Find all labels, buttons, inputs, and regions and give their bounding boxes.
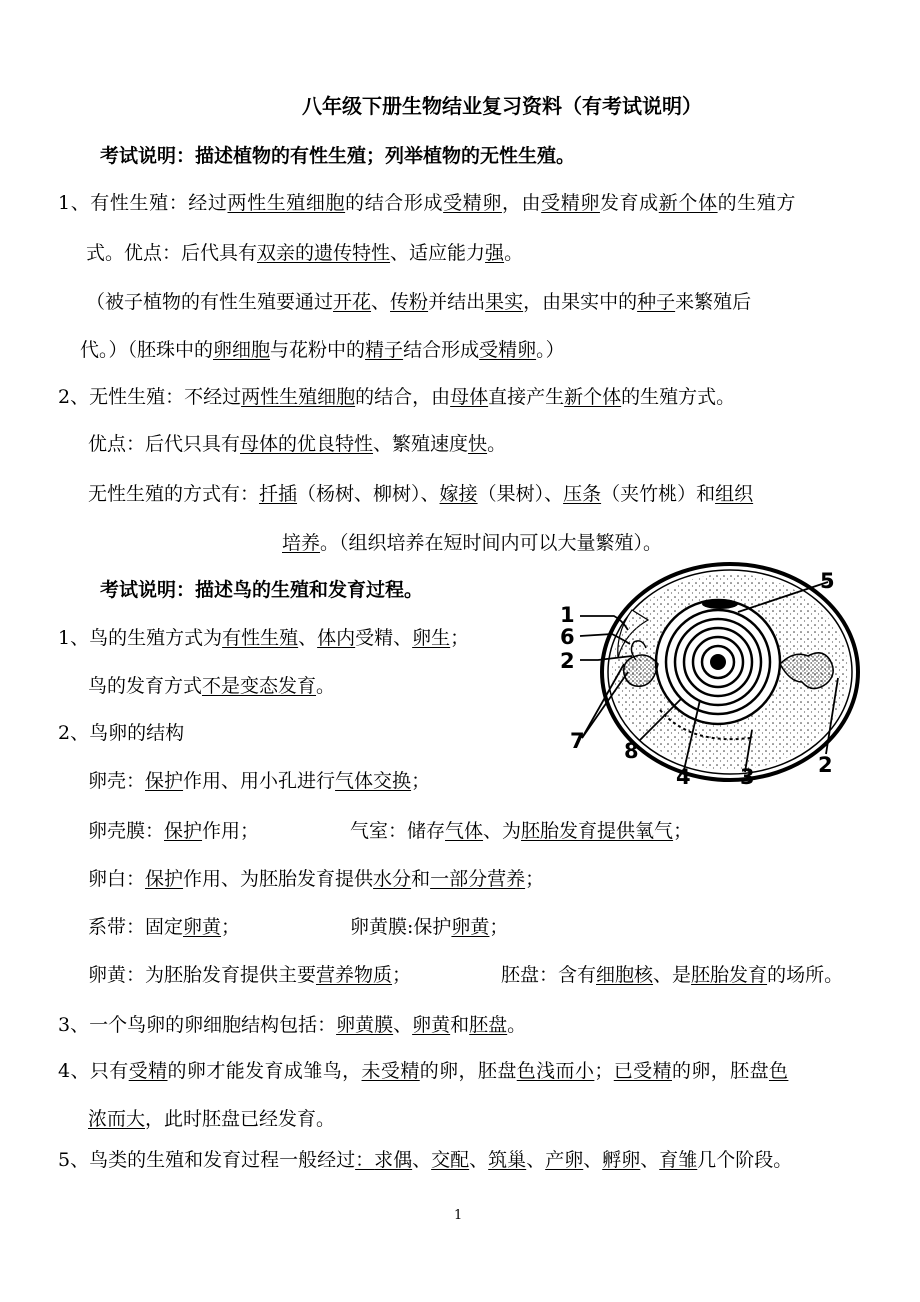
text-segment: （杨树、柳树）、 xyxy=(297,483,440,505)
text-segment: 1、有性生殖：经过 xyxy=(58,192,228,214)
text-segment: 的结合，由 xyxy=(355,386,451,408)
text-segment: 。 xyxy=(504,242,524,264)
underlined-term: 色浅而小 xyxy=(516,1060,595,1082)
fertilization-line-2 xyxy=(88,1106,335,1132)
text-segment: 与花粉中的 xyxy=(270,339,366,361)
bird-reproduction-line xyxy=(58,625,469,651)
text-segment: 的生殖方 xyxy=(717,192,796,214)
underlined-term: 扦插 xyxy=(259,483,298,505)
underlined-term: 交配 xyxy=(431,1149,470,1171)
text-segment: （果树）、 xyxy=(477,483,564,505)
page-title: 八年级下册生物结业复习资料（有考试说明） xyxy=(302,94,702,118)
chalaza-line xyxy=(88,914,240,940)
text-segment: 式。优点：后代具有 xyxy=(86,242,258,264)
page-number: 1 xyxy=(454,1208,463,1223)
text-segment: 1、鸟的生殖方式为 xyxy=(58,627,223,649)
text-segment: 优点：后代只具有 xyxy=(88,433,241,455)
text-segment: ； xyxy=(392,964,412,986)
underlined-term: 压条 xyxy=(563,483,602,505)
text-segment: 的卵，胚盘 xyxy=(419,1060,517,1082)
egg-structure-heading xyxy=(58,720,184,746)
text-segment: 、适应能力 xyxy=(390,242,486,264)
underlined-term: 快 xyxy=(468,433,488,455)
text-segment: ； xyxy=(221,916,241,938)
text-segment: ； xyxy=(594,1060,614,1082)
text-segment: 无性生殖的方式有： xyxy=(88,483,260,505)
eggshell-line xyxy=(88,768,430,794)
text-segment: 。） xyxy=(536,339,565,361)
underlined-term: 受精卵 xyxy=(443,192,502,214)
asexual-methods-line-1 xyxy=(88,481,753,507)
fertilization-line-1 xyxy=(58,1058,788,1084)
text-segment: 卵黄膜:保护 xyxy=(350,916,452,938)
text-segment: 、 xyxy=(583,1149,603,1171)
label-2-left: 2 xyxy=(560,649,575,673)
underlined-term: 产卵 xyxy=(545,1149,584,1171)
text-segment: 、 xyxy=(393,1014,413,1036)
asexual-advantage-line xyxy=(88,431,506,457)
yolk-membrane-line xyxy=(350,914,508,940)
underlined-term: 组织 xyxy=(715,483,754,505)
underlined-term: 嫁接 xyxy=(439,483,478,505)
text-segment: 。 xyxy=(507,1014,527,1036)
text-segment: 和 xyxy=(411,868,431,890)
text-segment: 气室：储存 xyxy=(350,820,446,842)
text-segment: 作用、为胚胎发育提供 xyxy=(183,868,374,890)
angiosperm-note-line-2 xyxy=(80,337,565,363)
shell-membrane-line xyxy=(88,818,259,844)
underlined-term: 气体 xyxy=(445,820,484,842)
underlined-term: 培养 xyxy=(282,532,321,554)
label-3: 3 xyxy=(740,765,755,789)
label-2-right: 2 xyxy=(818,753,833,777)
text-segment: 代。）（胚珠中的 xyxy=(80,339,214,361)
text-segment: 、 xyxy=(526,1149,546,1171)
text-segment: 的卵才能发育成雏鸟， xyxy=(167,1060,362,1082)
text-segment: 并结出 xyxy=(428,291,486,313)
underlined-term: 卵黄 xyxy=(412,1014,451,1036)
underlined-term: 母体的优良特性 xyxy=(240,433,374,455)
underlined-term: 细胞核 xyxy=(596,964,654,986)
text-segment: ； xyxy=(411,770,431,792)
underlined-term: 传粉 xyxy=(390,291,429,313)
text-segment: 鸟的发育方式 xyxy=(88,675,203,697)
albumen-line xyxy=(88,866,544,892)
underlined-term: 保护 xyxy=(145,770,184,792)
text-segment: 、 xyxy=(412,1149,432,1171)
text-segment: 结合形成 xyxy=(403,339,480,361)
text-segment: 3、一个鸟卵的卵细胞结构包括： xyxy=(58,1014,337,1036)
underlined-term: 水分 xyxy=(373,868,412,890)
underlined-term: 卵细胞 xyxy=(213,339,271,361)
underlined-term: 求偶 xyxy=(374,1149,413,1171)
underlined-term: 胚盘 xyxy=(469,1014,508,1036)
underlined-term: 气体交换 xyxy=(335,770,412,792)
label-1: 1 xyxy=(560,603,575,627)
text-segment: 卵白： xyxy=(88,868,146,890)
text-segment: 受精、 xyxy=(355,627,413,649)
underlined-term: 卵黄 xyxy=(183,916,222,938)
text-segment: 发育成 xyxy=(599,192,659,214)
underlined-term: 筑巢 xyxy=(488,1149,527,1171)
underlined-term: 浓而大 xyxy=(88,1108,146,1130)
text-segment: 几个阶段。 xyxy=(697,1149,793,1171)
text-segment: 的卵，胚盘 xyxy=(671,1060,769,1082)
text-segment: ，此时胚盘已经发育。 xyxy=(145,1108,336,1130)
text-segment: 的结合形成 xyxy=(345,192,444,214)
text-segment: 、为 xyxy=(483,820,522,842)
label-8: 8 xyxy=(624,739,639,763)
label-7: 7 xyxy=(570,729,585,753)
underlined-term: 卵生 xyxy=(412,627,451,649)
underlined-term: 开花 xyxy=(333,291,372,313)
text-segment: （被子植物的有性生殖要通过 xyxy=(86,291,334,313)
underlined-term: 两性生殖细胞 xyxy=(241,386,356,408)
egg-cell-structure-line xyxy=(58,1012,526,1038)
text-segment: 4、只有 xyxy=(58,1060,129,1082)
underlined-term: 两性生殖细胞 xyxy=(227,192,346,214)
text-segment: 胚盘：含有 xyxy=(501,964,597,986)
text-segment: 。 xyxy=(487,433,507,455)
underlined-term: 母体 xyxy=(450,386,489,408)
germinal-disc-line xyxy=(501,962,843,988)
text-segment: 的生殖方式。 xyxy=(621,386,736,408)
angiosperm-note-line-1 xyxy=(86,289,751,315)
underlined-term: 孵卵 xyxy=(602,1149,641,1171)
text-segment: （夹竹桃）和 xyxy=(601,483,716,505)
underlined-term: 营养物质 xyxy=(316,964,393,986)
text-segment: 系带：固定 xyxy=(88,916,184,938)
text-segment: ，由果实中的 xyxy=(523,291,638,313)
underlined-term: 不是变态发育 xyxy=(202,675,317,697)
label-6: 6 xyxy=(560,625,575,649)
underlined-term: 育雏 xyxy=(659,1149,698,1171)
text-segment: ； xyxy=(450,627,470,649)
asexual-methods-line-2 xyxy=(282,530,662,556)
underlined-term: 卵黄膜 xyxy=(336,1014,394,1036)
underlined-term: 精子 xyxy=(365,339,404,361)
text-segment: 2、无性生殖：不经过 xyxy=(58,386,242,408)
yolk-line xyxy=(88,962,411,988)
underlined-term: 胚胎发育提供氧气 xyxy=(521,820,674,842)
text-segment: 作用、用小孔进行 xyxy=(183,770,336,792)
underlined-term: 一部分营养 xyxy=(430,868,526,890)
underlined-term: 强 xyxy=(485,242,505,264)
air-cell-line xyxy=(350,818,692,844)
underlined-term: 果实 xyxy=(485,291,524,313)
bird-development-line xyxy=(88,673,335,699)
text-segment: 卵壳： xyxy=(88,770,146,792)
sexual-reproduction-line-1 xyxy=(58,190,796,216)
text-segment: 的场所。 xyxy=(767,964,844,986)
underlined-term: 种子 xyxy=(637,291,676,313)
text-segment: 卵壳膜： xyxy=(88,820,165,842)
underlined-term: 双亲的遗传特性 xyxy=(257,242,391,264)
underlined-term: 胚胎发育 xyxy=(691,964,768,986)
text-segment: 直接产生 xyxy=(488,386,565,408)
underlined-term: 体内 xyxy=(317,627,356,649)
bird-egg-diagram xyxy=(540,560,870,800)
underlined-term: 保护 xyxy=(145,868,184,890)
text-segment: 、 xyxy=(640,1149,660,1171)
text-segment: ； xyxy=(525,868,545,890)
underlined-term: 受精卵 xyxy=(479,339,537,361)
exam-note-birds: 考试说明：描述鸟的生殖和发育过程。 xyxy=(100,579,424,601)
underlined-term: 受精 xyxy=(128,1060,168,1082)
label-4: 4 xyxy=(676,765,691,789)
underlined-term: 有性生殖 xyxy=(222,627,299,649)
breeding-stages-line xyxy=(58,1147,792,1173)
text-segment: ； xyxy=(489,916,509,938)
underlined-term: 新个体 xyxy=(658,192,718,214)
text-segment: 。 xyxy=(316,675,336,697)
underlined-term: 新个体 xyxy=(564,386,622,408)
text-segment: 、 xyxy=(469,1149,489,1171)
text-segment: 、 xyxy=(298,627,318,649)
underlined-term: 色 xyxy=(768,1060,789,1082)
underlined-term: 受精卵 xyxy=(541,192,600,214)
text-segment: 、繁殖速度 xyxy=(373,433,469,455)
underlined-term: 卵黄 xyxy=(451,916,490,938)
underlined-term: 已受精 xyxy=(613,1060,672,1082)
text-segment: 和 xyxy=(450,1014,470,1036)
text-segment: 、是 xyxy=(653,964,692,986)
underlined-term: ： xyxy=(355,1149,375,1171)
text-segment: 、 xyxy=(371,291,391,313)
text-segment: 2、鸟卵的结构 xyxy=(58,722,185,744)
sexual-reproduction-line-2 xyxy=(86,240,523,266)
text-segment: 5、鸟类的生殖和发育过程一般经过 xyxy=(58,1149,356,1171)
underlined-term: 未受精 xyxy=(361,1060,420,1082)
text-segment: 作用； xyxy=(202,820,260,842)
text-segment: ； xyxy=(673,820,693,842)
underlined-term: 保护 xyxy=(164,820,203,842)
label-5: 5 xyxy=(820,569,835,593)
text-segment: 卵黄：为胚胎发育提供主要 xyxy=(88,964,317,986)
asexual-reproduction-line-1 xyxy=(58,384,735,410)
text-segment: 来繁殖后 xyxy=(675,291,752,313)
text-segment: 。（组织培养在短时间内可以大量繁殖）。 xyxy=(320,532,663,554)
exam-note-plants: 考试说明：描述植物的有性生殖；列举植物的无性生殖。 xyxy=(100,145,576,167)
germinal-disc xyxy=(702,599,738,609)
text-segment: ，由 xyxy=(501,192,542,214)
